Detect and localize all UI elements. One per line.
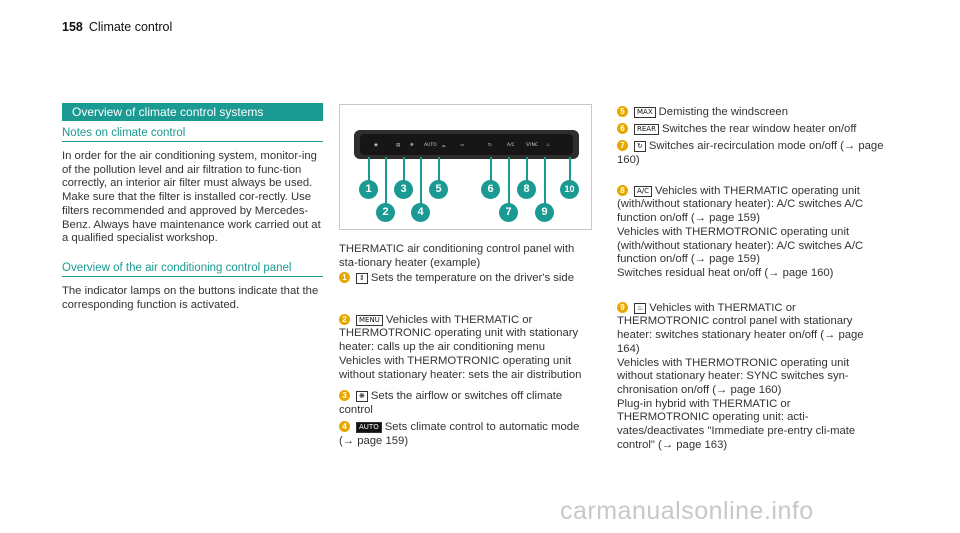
callout-line — [420, 157, 422, 208]
item-text: Sets climate control to automatic mode (→ page 159) — [339, 421, 580, 447]
callout-8: 8 — [517, 180, 536, 199]
item-number: 2 — [339, 314, 350, 325]
airflow-icon: ❋ — [410, 143, 414, 148]
item-number: 5 — [617, 106, 628, 117]
list-item — [339, 390, 595, 417]
overview-paragraph: The indicator lamps on the buttons indicate that the corresponding function is activated. — [62, 285, 319, 311]
item-number: 6 — [617, 123, 628, 134]
list-item — [617, 123, 885, 137]
item-text: Vehicles with THERMATIC operating unit (with/without stationary heater): A/C switches A/C function on/off (→ page 159) Vehicles with THERMOTRONIC operating unit (with/without stationary heater): A/C switches A/C function on/off (→ page 159) Switches residual heat on/off (→ page 160) — [617, 184, 864, 279]
auto-label: AUTO — [424, 143, 437, 148]
list-item — [617, 106, 885, 120]
list-item — [339, 421, 595, 448]
control-panel-image — [354, 130, 579, 159]
item-number: 9 — [617, 302, 628, 313]
callout-3: 3 — [394, 180, 413, 199]
item-number: 1 — [339, 272, 350, 283]
control-panel-figure — [339, 104, 592, 230]
defrost-max-icon: MAX — [634, 107, 656, 118]
sync-label: SYNC — [526, 143, 539, 148]
rear-window-heater-icon: REAR — [634, 124, 659, 135]
callout-7: 7 — [499, 203, 518, 222]
menu-icon: ▤ — [396, 143, 401, 148]
callout-9: 9 — [535, 203, 554, 222]
callout-5: 5 — [429, 180, 448, 199]
item-text: Vehicles with THERMATIC or THERMOTRONIC control panel with stationary heater: switches stationary heater on/off (→ page 164) Vehicles with THERMOTRONIC operating unit without stationary heater: SYNC switches syn-chronisation on/off (→ page 160) Plug-in hybrid with THERMATIC or THERMOTRONIC operating unit: acti-vates/deactivates "Immediate pre-entry cli-mate control" (→ page 163) — [617, 301, 864, 451]
section-title: Overview of climate control systems — [62, 103, 323, 121]
recirculation-icon: ↻ — [488, 143, 492, 148]
watermark: carmanualsonline.info — [560, 497, 814, 525]
airflow-icon: ❋ — [356, 391, 368, 402]
callout-line — [508, 157, 510, 208]
notes-paragraph: In order for the air conditioning system, monitor-ing of the pollution level and air filtration to func-tion correctly, an interior air filter must always be used. Make sure that the filter is installed cor-rectly. Use filters recommended and approved by Mercedes-Benz. Always have maintenance work carried out at a qualified specialist workshop. — [62, 150, 321, 245]
subheading-notes: Notes on climate control — [62, 127, 186, 139]
item-text: Vehicles with THERMATIC or THERMOTRONIC operating unit with stationary heater: calls up the air conditioning menu Vehicles with THERMOTRONIC operating unit without stationary heater: sets the air distribution — [339, 313, 582, 381]
recirculation-icon: ↻ — [634, 141, 646, 152]
item-number: 4 — [339, 421, 350, 432]
page-header — [62, 20, 172, 34]
auto-icon: AUTO — [356, 422, 382, 433]
seat-heater-icon: ♨ — [546, 143, 551, 148]
list-item — [617, 288, 885, 452]
page-number: 158 — [62, 20, 83, 34]
page-title: Climate control — [88, 20, 173, 34]
ac-icon: A/C — [634, 186, 652, 197]
subheading-rule — [62, 276, 323, 277]
subheading-rule — [62, 141, 323, 142]
item-number: 8 — [617, 185, 628, 196]
control-panel-face — [360, 134, 573, 155]
list-item — [339, 300, 595, 382]
callout-line — [385, 157, 387, 208]
item-text: Demisting the windscreen — [658, 106, 788, 118]
rear-heater-icon: ▭ — [460, 143, 465, 148]
item-text: Switches air-recirculation mode on/off (→ page 160) — [617, 140, 884, 166]
ac-label: A/C — [507, 143, 515, 148]
item-text: Switches the rear window heater on/off — [661, 123, 857, 135]
defrost-icon: ⌓ — [442, 144, 446, 149]
item-text: Sets the temperature on the driver's side — [370, 272, 574, 284]
stationary-heater-icon: ♨ — [634, 303, 646, 314]
item-number: 7 — [617, 140, 628, 151]
callout-line — [544, 157, 546, 208]
callout-4: 4 — [411, 203, 430, 222]
callout-6: 6 — [481, 180, 500, 199]
list-item — [339, 272, 595, 286]
item-number: 3 — [339, 390, 350, 401]
temperature-icon: ⇕ — [356, 273, 368, 284]
item-text: Sets the airflow or switches off climate control — [339, 390, 563, 416]
menu-icon: MENU — [356, 315, 383, 326]
figure-caption: THERMATIC air conditioning control panel with sta-tionary heater (example) — [339, 243, 575, 269]
subheading-overview: Overview of the air conditioning control panel — [62, 262, 292, 274]
temperature-icon: ◉ — [374, 143, 378, 148]
callout-1: 1 — [359, 180, 378, 199]
list-item — [617, 171, 885, 281]
callout-10: 10 — [560, 180, 579, 199]
callout-2: 2 — [376, 203, 395, 222]
list-item — [617, 140, 885, 167]
